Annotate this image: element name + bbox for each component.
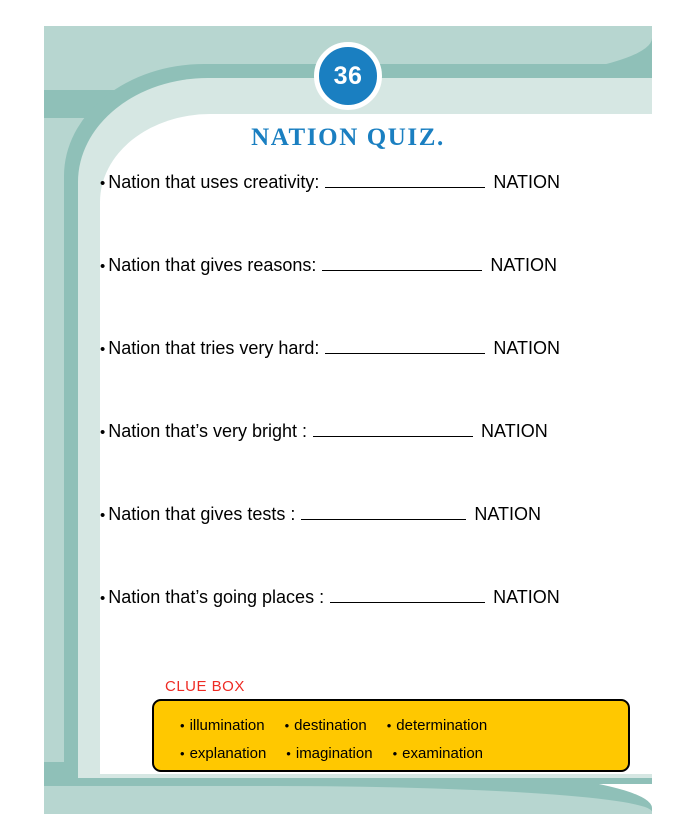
- quiz-question-row: [100, 338, 652, 421]
- bullet-icon: •: [100, 507, 106, 524]
- clue-box: [152, 699, 630, 772]
- question-list: [100, 172, 652, 670]
- clue-word-label: explanation: [189, 744, 267, 762]
- answer-blank[interactable]: [330, 587, 485, 603]
- clue-word-label: determination: [396, 716, 488, 734]
- answer-blank[interactable]: [322, 255, 482, 271]
- question-text: Nation that gives reasons:: [108, 255, 317, 275]
- question-text: Nation that uses creativity:: [108, 172, 320, 192]
- bullet-icon: •: [100, 258, 106, 275]
- question-suffix: NATION: [493, 587, 560, 607]
- answer-blank[interactable]: [301, 504, 466, 520]
- bullet-icon: •: [286, 745, 291, 761]
- bullet-icon: •: [180, 717, 185, 733]
- page-number-badge: 36: [314, 42, 382, 110]
- clue-word[interactable]: [285, 717, 367, 734]
- bullet-icon: •: [392, 745, 398, 761]
- clue-row: [154, 711, 628, 739]
- bullet-icon: •: [386, 717, 392, 733]
- quiz-question-row: [100, 504, 652, 587]
- clue-word[interactable]: [180, 717, 265, 734]
- bullet-icon: •: [100, 175, 106, 192]
- clue-word[interactable]: [286, 745, 372, 762]
- bullet-icon: •: [100, 424, 106, 441]
- quiz-question-row: [100, 255, 652, 338]
- worksheet-page: [44, 26, 652, 814]
- clue-word-label: illumination: [189, 716, 265, 734]
- quiz-question-row: [100, 421, 652, 504]
- clue-word[interactable]: [393, 745, 483, 762]
- page-title: NATION QUIZ.: [251, 124, 445, 151]
- question-suffix: NATION: [481, 421, 548, 441]
- bullet-icon: •: [284, 717, 290, 733]
- answer-blank[interactable]: [313, 421, 473, 437]
- question-suffix: NATION: [493, 172, 561, 192]
- question-text: Nation that’s going places :: [108, 587, 325, 607]
- clue-word-label: imagination: [295, 744, 373, 762]
- bullet-icon: •: [100, 341, 106, 358]
- clue-word[interactable]: [180, 745, 266, 762]
- clue-box-label: CLUE BOX: [165, 678, 245, 695]
- question-suffix: NATION: [474, 504, 542, 524]
- question-suffix: NATION: [490, 255, 558, 275]
- clue-row: [154, 739, 628, 767]
- bullet-icon: •: [180, 745, 185, 761]
- question-suffix: NATION: [493, 338, 561, 358]
- bullet-icon: •: [100, 590, 106, 607]
- clue-word-label: examination: [402, 744, 484, 762]
- answer-blank[interactable]: [325, 338, 485, 354]
- clue-word[interactable]: [387, 717, 487, 734]
- quiz-question-row: [100, 172, 652, 255]
- answer-blank[interactable]: [325, 172, 485, 188]
- clue-word-label: destination: [294, 716, 367, 734]
- question-text: Nation that’s very bright :: [108, 421, 308, 441]
- question-text: Nation that gives tests :: [108, 504, 296, 524]
- question-text: Nation that tries very hard:: [108, 338, 320, 358]
- quiz-question-row: [100, 587, 652, 670]
